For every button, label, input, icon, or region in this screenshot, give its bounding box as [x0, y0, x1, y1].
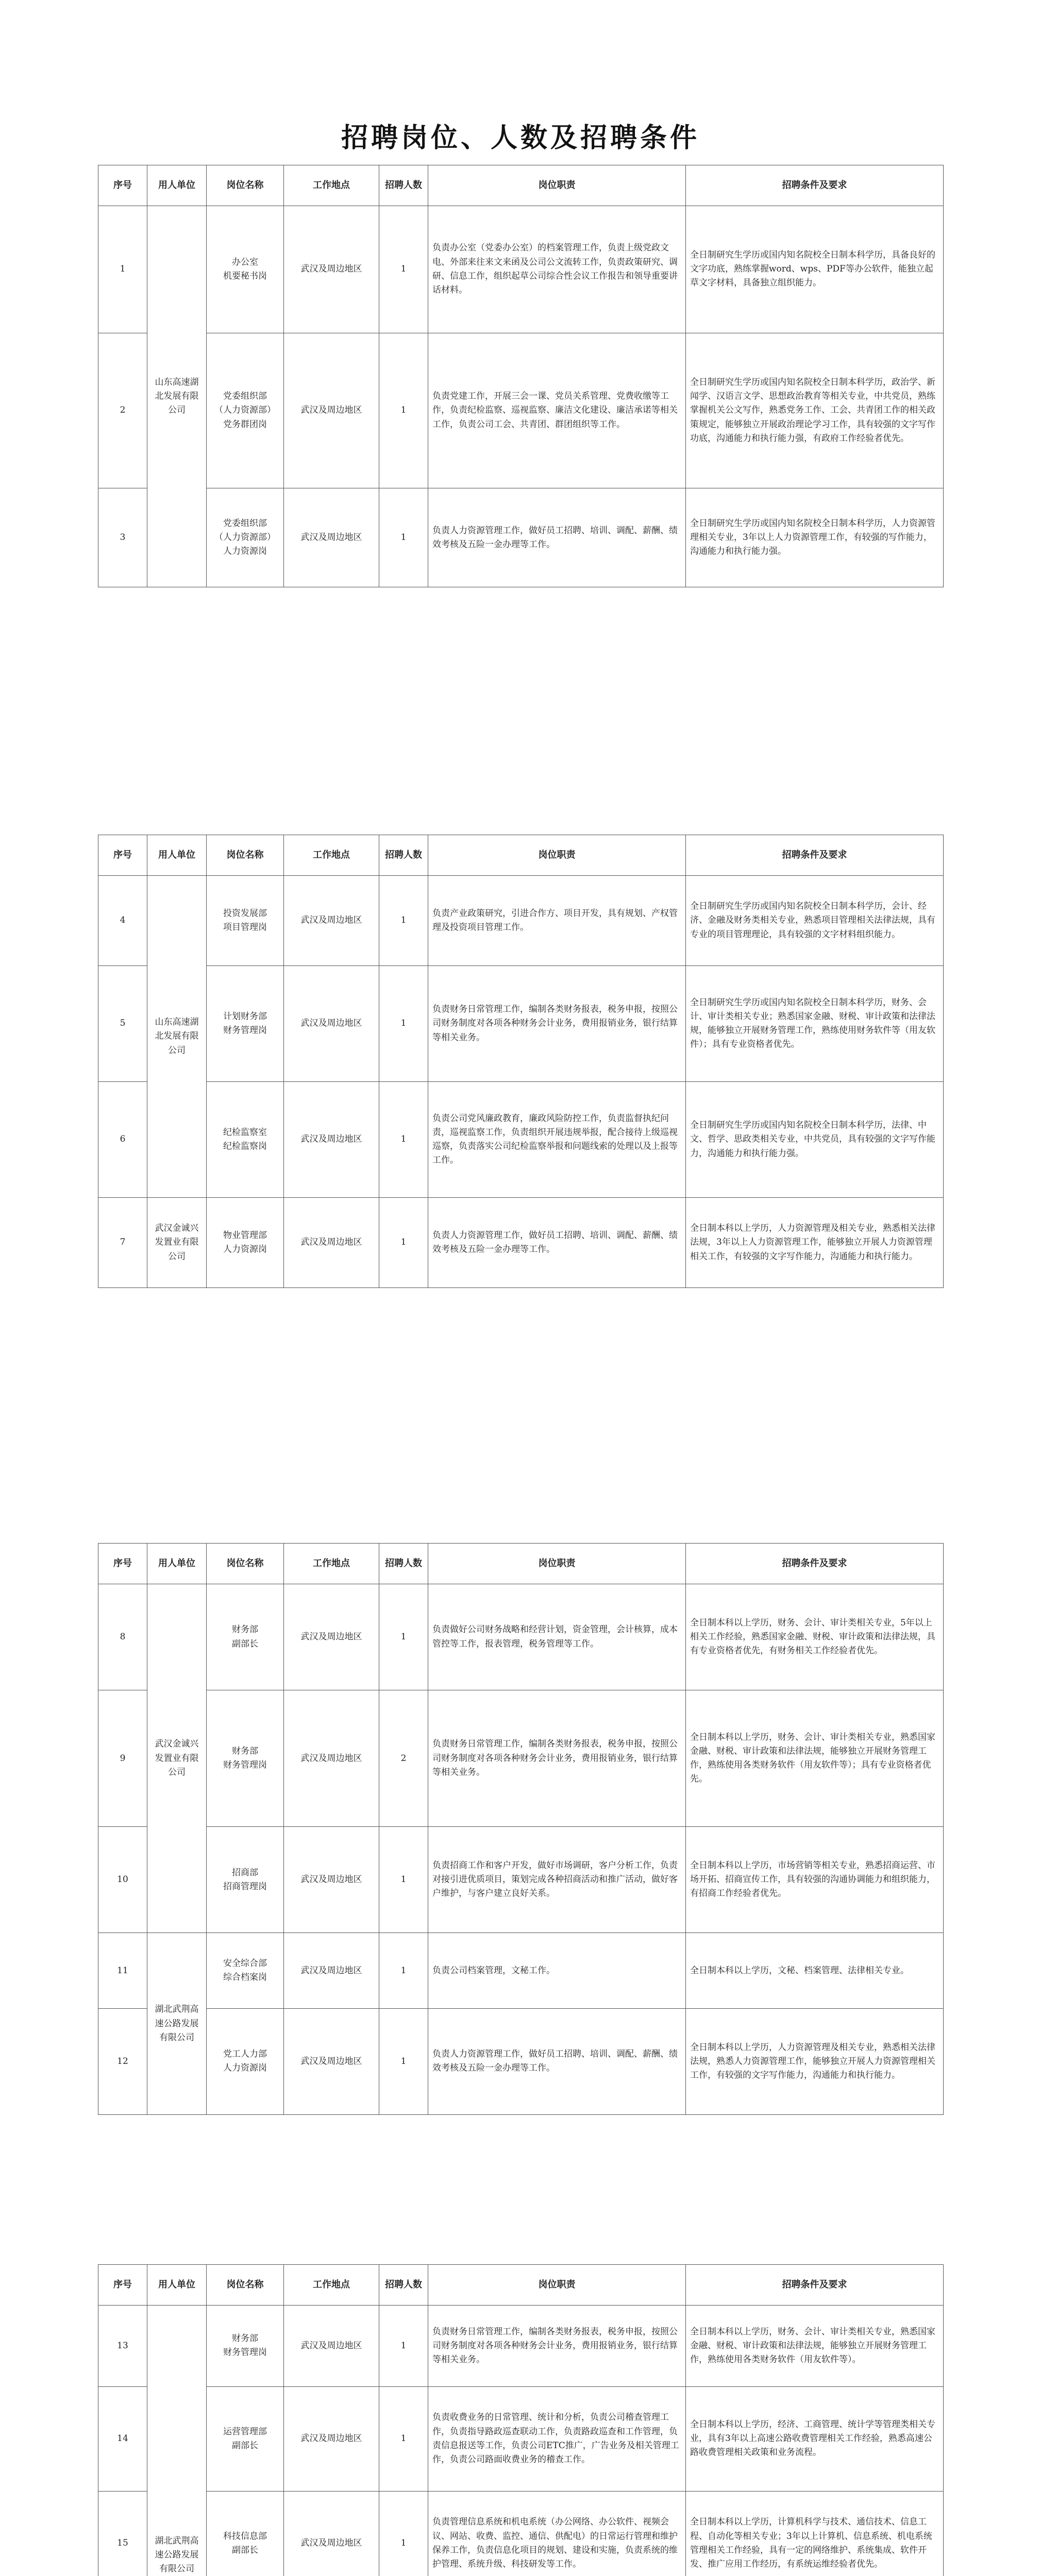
hiring-count: 1 — [379, 2491, 428, 2576]
hiring-count: 1 — [379, 1584, 428, 1690]
employer-unit: 武汉金诚兴发置业有限公司 — [147, 1198, 207, 1288]
row-number: 13 — [98, 2306, 147, 2387]
employer-unit: 山东高速湖北发展有限公司 — [147, 876, 207, 1198]
column-header: 岗位职责 — [428, 835, 686, 876]
row-number: 12 — [98, 2008, 147, 2114]
table-header-row — [98, 165, 944, 206]
row-number: 9 — [98, 1690, 147, 1827]
position-name: 党委组织部 （人力资源部） 人力资源岗 — [207, 488, 284, 587]
position-name: 科技信息部 副部长 — [207, 2491, 284, 2576]
job-requirements: 全日制本科以上学历，经济、工商管理、统计学等管理类相关专业，具有3年以上高速公路收费管理相关工作经验，熟悉高速公路收费管理相关政策和业务流程。 — [686, 2386, 944, 2491]
work-location: 武汉及周边地区 — [284, 2008, 379, 2114]
row-number: 5 — [98, 965, 147, 1081]
row-number: 4 — [98, 876, 147, 966]
table-row — [98, 965, 944, 1081]
position-name: 党工人力部 人力资源岗 — [207, 2008, 284, 2114]
table-row — [98, 2491, 944, 2576]
position-name: 财务部 财务管理岗 — [207, 2306, 284, 2387]
job-requirements: 全日制研究生学历或国内知名院校全日制本科学历，政治学、新闻学、汉语言文学、思想政治教育等相关专业，中共党员，熟练掌握机关公文写作，熟悉党务工作、工会、共青团工作的相关政策规定，能够独立开展政治理论学习工作，具有较强的文字写作功底，沟通能力和执行能力强，有政府工作经验者优先。 — [686, 333, 944, 488]
work-location: 武汉及周边地区 — [284, 965, 379, 1081]
recruitment-table — [98, 165, 944, 587]
job-duties: 负责公司档案管理，文秘工作。 — [428, 1933, 686, 2009]
employer-unit: 湖北武荆高速公路发展有限公司 — [147, 1933, 207, 2115]
job-duties: 负责收费业务的日常管理、统计和分析，负责公司稽查管理工作，负责指导路政巡查联动工作，负责路政巡查和工作管理，负责信息报送等工作，负责公司ETC推广，广告业务及相关管理工作，负责公司路面收费业务的稽查工作。 — [428, 2386, 686, 2491]
work-location: 武汉及周边地区 — [284, 1690, 379, 1827]
table-row — [98, 1933, 944, 2009]
work-location: 武汉及周边地区 — [284, 2306, 379, 2387]
job-duties: 负责人力资源管理工作，做好员工招聘、培训、调配、薪酬、绩效考核及五险一金办理等工作。 — [428, 1198, 686, 1288]
job-duties: 负责管理信息系统和机电系统（办公网络、办公软件、视频会议、网站、收费、监控、通信、供配电）的日常运行管理和维护保养工作，负责信息化项目的规划、建设和实施，负责系统的维护管理、系统升级、科技研发等工作。 — [428, 2491, 686, 2576]
column-header: 岗位名称 — [207, 2265, 284, 2306]
hiring-count: 1 — [379, 206, 428, 333]
row-number: 15 — [98, 2491, 147, 2576]
position-name: 物业管理部 人力资源岗 — [207, 1198, 284, 1288]
employer-unit: 武汉金诚兴发置业有限公司 — [147, 1584, 207, 1933]
work-location: 武汉及周边地区 — [284, 333, 379, 488]
column-header: 工作地点 — [284, 165, 379, 206]
position-name: 办公室 机要秘书岗 — [207, 206, 284, 333]
job-duties: 负责产业政策研究，引进合作方、项目开发，具有规划、产权管理及投资项目管理工作。 — [428, 876, 686, 966]
table-header-row — [98, 835, 944, 876]
work-location: 武汉及周边地区 — [284, 2491, 379, 2576]
job-requirements: 全日制本科以上学历，财务、会计、审计类相关专业，熟悉国家金融、财税、审计政策和法律法规，能够独立开展财务管理工作，熟练使用各类财务软件（用友软件等）。 — [686, 2306, 944, 2387]
column-header: 招聘人数 — [379, 2265, 428, 2306]
recruitment-table — [98, 1543, 944, 2115]
hiring-count: 2 — [379, 1690, 428, 1827]
work-location: 武汉及周边地区 — [284, 2386, 379, 2491]
job-requirements: 全日制本科以上学历，财务、会计、审计类相关专业，熟悉国家金融、财税、审计政策和法律法规，能够独立开展财务管理工作，熟练使用各类财务软件（用友软件等）；具有专业资格者优先。 — [686, 1690, 944, 1827]
hiring-count: 1 — [379, 2008, 428, 2114]
column-header: 岗位名称 — [207, 1544, 284, 1584]
employer-unit: 湖北武荆高速公路发展有限公司 — [147, 2306, 207, 2576]
column-header: 用人单位 — [147, 2265, 207, 2306]
column-header: 工作地点 — [284, 2265, 379, 2306]
column-header: 招聘条件及要求 — [686, 1544, 944, 1584]
job-requirements: 全日制本科以上学历，市场营销等相关专业，熟悉招商运营、市场开拓、招商宣传工作，具有较强的沟通协调能力和组织能力，有招商工作经验者优先。 — [686, 1827, 944, 1933]
job-duties: 负责财务日常管理工作，编制各类财务报表，税务申报，按照公司财务制度对各项各种财务会计业务，费用报销业务，银行结算等相关业务。 — [428, 965, 686, 1081]
job-requirements: 全日制本科以上学历，计算机科学与技术、通信技术、信息工程、自动化等相关专业；3年以上计算机、信息系统、机电系统管理相关工作经验，具有一定的网络维护、系统集成、软件开发、推广应用工作经历，有系统运维经验者优先。 — [686, 2491, 944, 2576]
table-row — [98, 1827, 944, 1933]
row-number: 14 — [98, 2386, 147, 2491]
column-header: 工作地点 — [284, 835, 379, 876]
column-header: 用人单位 — [147, 165, 207, 206]
column-header: 招聘条件及要求 — [686, 2265, 944, 2306]
row-number: 6 — [98, 1081, 147, 1197]
work-location: 武汉及周边地区 — [284, 1933, 379, 2009]
table-row — [98, 333, 944, 488]
table-row — [98, 1081, 944, 1197]
table-header-row — [98, 2265, 944, 2306]
hiring-count: 1 — [379, 1933, 428, 2009]
row-number: 11 — [98, 1933, 147, 2009]
work-location: 武汉及周边地区 — [284, 1584, 379, 1690]
column-header: 工作地点 — [284, 1544, 379, 1584]
table-header-row — [98, 1544, 944, 1584]
job-duties: 负责财务日常管理工作，编制各类财务报表，税务申报，按照公司财务制度对各项各种财务会计业务，费用报销业务，银行结算等相关业务。 — [428, 2306, 686, 2387]
table-row — [98, 488, 944, 587]
job-requirements: 全日制研究生学历或国内知名院校全日制本科学历，具备良好的文字功底，熟练掌握word、wps、PDF等办公软件，能独立起草文字材料，具备独立组织能力。 — [686, 206, 944, 333]
hiring-count: 1 — [379, 876, 428, 966]
job-requirements: 全日制研究生学历或国内知名院校全日制本科学历，人力资源管理相关专业，3年以上人力资源管理工作，有较强的写作能力，沟通能力和执行能力强。 — [686, 488, 944, 587]
job-requirements: 全日制本科以上学历，文秘、档案管理、法律相关专业。 — [686, 1933, 944, 2009]
job-requirements: 全日制研究生学历或国内知名院校全日制本科学历，法律、中文、哲学、思政类相关专业，中共党员，具有较强的文字写作能力，沟通能力和执行能力强。 — [686, 1081, 944, 1197]
table-row — [98, 2008, 944, 2114]
work-location: 武汉及周边地区 — [284, 206, 379, 333]
column-header: 用人单位 — [147, 835, 207, 876]
job-requirements: 全日制研究生学历或国内知名院校全日制本科学历，会计、经济、金融及财务类相关专业，熟悉项目管理相关法律法规，具有专业的项目管理理论，具有较强的文字材料组织能力。 — [686, 876, 944, 966]
work-location: 武汉及周边地区 — [284, 876, 379, 966]
job-requirements: 全日制本科以上学历，财务、会计、审计类相关专业，5年以上相关工作经验，熟悉国家金融、财税、审计政策和法律法规，具有专业资格者优先，有财务相关工作经验者优先。 — [686, 1584, 944, 1690]
column-header: 序号 — [98, 165, 147, 206]
column-header: 招聘条件及要求 — [686, 835, 944, 876]
column-header: 岗位职责 — [428, 2265, 686, 2306]
hiring-count: 1 — [379, 333, 428, 488]
job-duties: 负责人力资源管理工作，做好员工招聘、培训、调配、薪酬、绩效考核及五险一金办理等工作。 — [428, 2008, 686, 2114]
job-duties: 负责财务日常管理工作，编制各类财务报表，税务申报，按照公司财务制度对各项各种财务会计业务，费用报销业务，银行结算等相关业务。 — [428, 1690, 686, 1827]
table-row — [98, 2386, 944, 2491]
job-requirements: 全日制研究生学历或国内知名院校全日制本科学历，财务、会计、审计类相关专业；熟悉国家金融、财税、审计政策和法律法规，能够独立开展财务管理工作，熟练使用财务软件等（用友软件）；具有专业资格者优先。 — [686, 965, 944, 1081]
row-number: 1 — [98, 206, 147, 333]
column-header: 岗位职责 — [428, 1544, 686, 1584]
column-header: 岗位职责 — [428, 165, 686, 206]
row-number: 2 — [98, 333, 147, 488]
job-duties: 负责公司党风廉政教育，廉政风险防控工作，负责监督执纪问责，巡视监察工作，负责组织开展违规举报，配合接待上级巡视巡察，负责落实公司纪检监察举报和问题线索的处理以及上报等工作。 — [428, 1081, 686, 1197]
column-header: 招聘人数 — [379, 165, 428, 206]
position-name: 投资发展部 项目管理岗 — [207, 876, 284, 966]
table-row — [98, 876, 944, 966]
position-name: 党委组织部 （人力资源部） 党务群团岗 — [207, 333, 284, 488]
hiring-count: 1 — [379, 2306, 428, 2387]
position-name: 运营管理部 副部长 — [207, 2386, 284, 2491]
hiring-count: 1 — [379, 1198, 428, 1288]
position-name: 纪检监察室 纪检监察岗 — [207, 1081, 284, 1197]
column-header: 岗位名称 — [207, 835, 284, 876]
table-row — [98, 1690, 944, 1827]
hiring-count: 1 — [379, 965, 428, 1081]
job-duties: 负责做好公司财务战略和经营计划，资金管理，会计核算，成本管控等工作，报表管理，税务管理等工作。 — [428, 1584, 686, 1690]
row-number: 8 — [98, 1584, 147, 1690]
job-requirements: 全日制本科以上学历，人力资源管理及相关专业，熟悉相关法律法规，3年以上人力资源管理工作，能够独立开展人力资源管理相关工作，有较强的文字写作能力，沟通能力和执行能力。 — [686, 1198, 944, 1288]
table-row — [98, 2306, 944, 2387]
position-name: 安全综合部 综合档案岗 — [207, 1933, 284, 2009]
column-header: 招聘人数 — [379, 835, 428, 876]
column-header: 序号 — [98, 835, 147, 876]
row-number: 7 — [98, 1198, 147, 1288]
column-header: 序号 — [98, 1544, 147, 1584]
position-name: 财务部 副部长 — [207, 1584, 284, 1690]
work-location: 武汉及周边地区 — [284, 1198, 379, 1288]
recruitment-table — [98, 835, 944, 1288]
column-header: 用人单位 — [147, 1544, 207, 1584]
column-header: 招聘人数 — [379, 1544, 428, 1584]
position-name: 招商部 招商管理岗 — [207, 1827, 284, 1933]
job-duties: 负责人力资源管理工作，做好员工招聘、培训、调配、薪酬、绩效考核及五险一金办理等工作。 — [428, 488, 686, 587]
job-duties: 负责招商工作和客户开发，做好市场调研，客户分析工作，负责对接引进优质项目，策划完成各种招商活动和推广活动，做好客户维护，与客户建立良好关系。 — [428, 1827, 686, 1933]
work-location: 武汉及周边地区 — [284, 1081, 379, 1197]
employer-unit: 山东高速湖北发展有限公司 — [147, 206, 207, 587]
job-requirements: 全日制本科以上学历，人力资源管理及相关专业，熟悉相关法律法规，熟悉人力资源管理工作，能够独立开展人力资源管理相关工作，有较强的文字写作能力，沟通能力和执行能力。 — [686, 2008, 944, 2114]
position-name: 计划财务部 财务管理岗 — [207, 965, 284, 1081]
column-header: 序号 — [98, 2265, 147, 2306]
job-duties: 负责党建工作，开展三会一课、党员关系管理、党费收缴等工作，负责纪检监察、巡视监察、廉洁文化建设、廉洁承诺等相关工作，负责公司工会、共青团、群团组织等工作。 — [428, 333, 686, 488]
position-name: 财务部 财务管理岗 — [207, 1690, 284, 1827]
hiring-count: 1 — [379, 488, 428, 587]
column-header: 招聘条件及要求 — [686, 165, 944, 206]
document-title: 招聘岗位、人数及招聘条件 — [341, 122, 700, 154]
work-location: 武汉及周边地区 — [284, 1827, 379, 1933]
hiring-count: 1 — [379, 1081, 428, 1197]
row-number: 10 — [98, 1827, 147, 1933]
table-row — [98, 1584, 944, 1690]
table-row — [98, 206, 944, 333]
table-row — [98, 1198, 944, 1288]
work-location: 武汉及周边地区 — [284, 488, 379, 587]
recruitment-table — [98, 2264, 944, 2576]
column-header: 岗位名称 — [207, 165, 284, 206]
job-duties: 负责办公室（党委办公室）的档案管理工作，负责上级党政文电、外部来往来文来函及公司公文流转工作，负责政策研究、调研、信息工作，组织起草公司综合性会议工作报告和领导重要讲话材料。 — [428, 206, 686, 333]
hiring-count: 1 — [379, 1827, 428, 1933]
hiring-count: 1 — [379, 2386, 428, 2491]
row-number: 3 — [98, 488, 147, 587]
